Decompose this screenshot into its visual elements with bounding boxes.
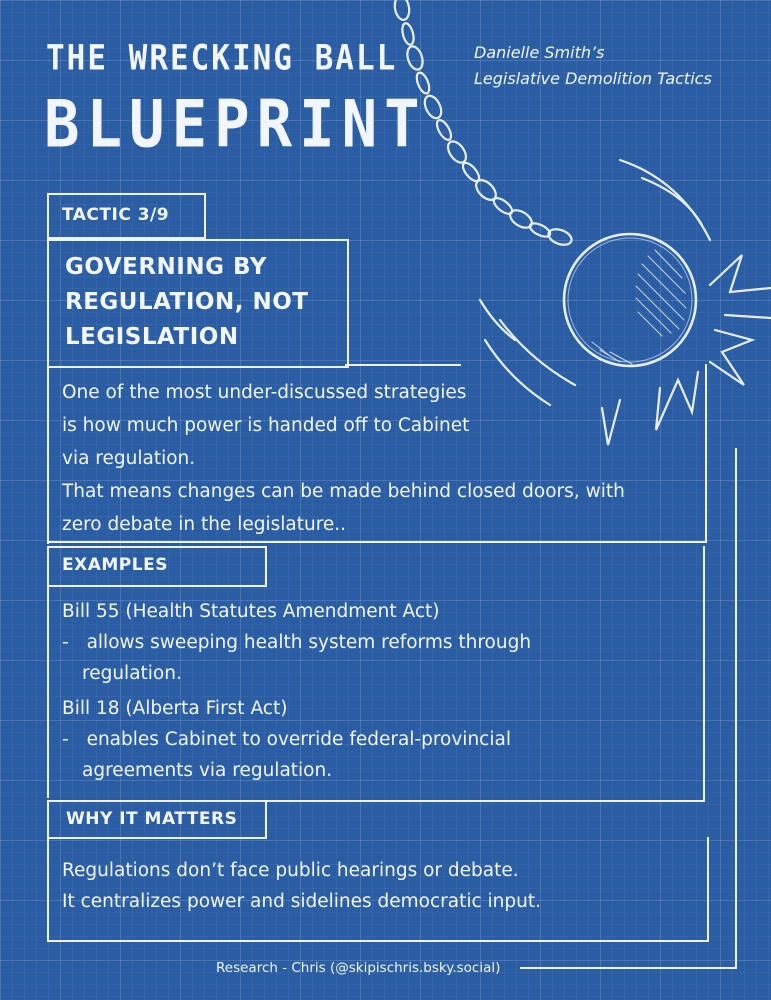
bullet-dash: - (62, 729, 69, 750)
examples-label: EXAMPLES (62, 555, 168, 575)
why-label: WHY IT MATTERS (66, 809, 238, 829)
tactic-heading (65, 250, 345, 355)
description-line: One of the most under-discussed strategies (62, 382, 467, 403)
tactic-description (62, 376, 625, 541)
why-text (62, 855, 541, 917)
footer-credit: Research - Chris (@skipischris.bsky.social) (216, 960, 501, 976)
example-detail-line: enables Cabinet to override federal-provincial (86, 729, 511, 750)
description-line: is how much power is handed off to Cabinet (62, 415, 470, 436)
why-line: Regulations don’t face public hearings or debate. (62, 860, 519, 881)
frame-bottom-rule (520, 967, 737, 969)
tactic-heading-line: GOVERNING BY (65, 254, 267, 280)
title-line-1: THE WRECKING BALL (46, 38, 398, 79)
examples-left-rule (47, 583, 49, 798)
examples-list (62, 596, 531, 786)
description-line: zero debate in the legislature.. (62, 514, 347, 535)
subtitle-line-2: Legislative Demolition Tactics (474, 69, 712, 88)
why-line: It centralizes power and sidelines democratic input. (62, 891, 542, 912)
example-detail (62, 724, 531, 755)
description-line: That means changes can be made behind closed doors, with (62, 481, 625, 502)
description-left-rule (47, 364, 49, 544)
frame-right-rule (735, 448, 737, 969)
example-bill: Bill 18 (Alberta First Act) (62, 698, 288, 719)
example-detail-line: regulation. (82, 663, 182, 684)
example-detail-line: allows sweeping health system reforms through (86, 632, 532, 653)
title-line-2: BLUEPRINT (44, 86, 427, 162)
examples-right-rule (703, 546, 705, 802)
description-top-rule (345, 364, 461, 366)
subtitle-line-1: Danielle Smith’s (474, 43, 605, 62)
example-bill: Bill 55 (Health Statutes Amendment Act) (62, 601, 440, 622)
description-line: via regulation. (62, 448, 196, 469)
tactic-heading-line: REGULATION, NOT (65, 289, 309, 315)
tactic-label: TACTIC 3/9 (62, 205, 170, 225)
tactic-heading-line: LEGISLATION (65, 324, 239, 350)
example-detail (62, 627, 531, 658)
example-detail-line: agreements via regulation. (82, 760, 333, 781)
bullet-dash: - (62, 632, 69, 653)
